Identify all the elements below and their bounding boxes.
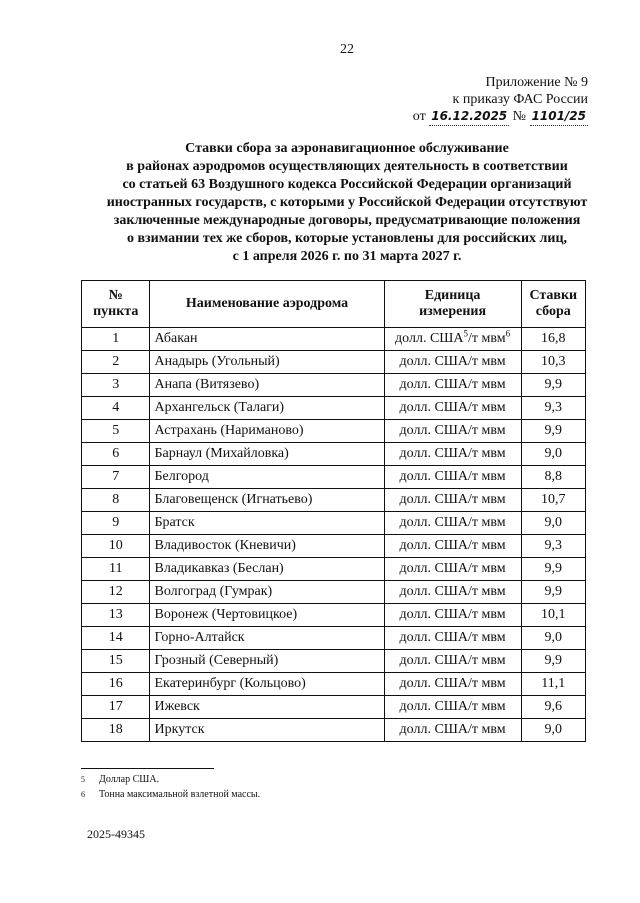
cell-rate: 9,0 (521, 443, 585, 466)
cell-unit: долл. США/т мвм (384, 466, 521, 489)
unit-mass: /т мвм (468, 331, 506, 346)
appendix-line-2: к приказу ФАС России (452, 92, 588, 107)
footnotes (81, 772, 260, 802)
cell-unit: долл. США/т мвм (384, 351, 521, 374)
cell-unit (384, 328, 521, 351)
cell-rate: 9,9 (521, 374, 585, 397)
header-rate (521, 281, 585, 328)
cell-rate: 9,3 (521, 535, 585, 558)
cell-unit: долл. США/т мвм (384, 719, 521, 742)
table-row (82, 512, 586, 535)
cell-unit: долл. США/т мвм (384, 604, 521, 627)
header-number-line-2: пункта (93, 304, 139, 319)
cell-unit: долл. США/т мвм (384, 650, 521, 673)
title-line: о взимании тех же сборов, которые установлены для российских лиц, (126, 231, 568, 246)
cell-unit: долл. США/т мвм (384, 489, 521, 512)
cell-aerodrome: Воронеж (Чертовицкое) (150, 604, 384, 627)
cell-rate: 8,8 (521, 466, 585, 489)
appendix-block (413, 74, 588, 126)
cell-rate: 9,9 (521, 420, 585, 443)
footnote-mark: 5 (81, 775, 85, 784)
title-line: иностранных государств, с которыми у Российской Федерации отсутствуют (106, 195, 588, 210)
cell-number: 15 (82, 650, 150, 673)
cell-rate: 10,7 (521, 489, 585, 512)
footnote-divider (81, 768, 214, 769)
table-row (82, 650, 586, 673)
cell-aerodrome: Ижевск (150, 696, 384, 719)
cell-number: 2 (82, 351, 150, 374)
cell-unit: долл. США/т мвм (384, 512, 521, 535)
cell-unit: долл. США/т мвм (384, 581, 521, 604)
table-row (82, 535, 586, 558)
table-row (82, 696, 586, 719)
cell-unit: долл. США/т мвм (384, 397, 521, 420)
footnote-mark: 6 (81, 790, 85, 799)
table-header-row (82, 281, 586, 328)
appendix-line-3 (413, 108, 588, 126)
appendix-line-1: Приложение № 9 (485, 75, 588, 90)
cell-number: 11 (82, 558, 150, 581)
cell-rate: 9,9 (521, 650, 585, 673)
order-date: 16.12.2025 (429, 108, 509, 126)
cell-aerodrome: Екатеринбург (Кольцово) (150, 673, 384, 696)
cell-rate: 9,3 (521, 397, 585, 420)
table-row (82, 627, 586, 650)
page-number: 22 (340, 42, 354, 57)
table-body (82, 328, 586, 742)
header-aerodrome: Наименование аэродрома (150, 281, 384, 328)
order-number: 1101/25 (530, 108, 588, 126)
document-title (60, 140, 634, 266)
title-line: заключенные международные договоры, предусматривающие положения (113, 213, 581, 228)
cell-number: 18 (82, 719, 150, 742)
footnote-text: Тонна максимальной взлетной массы. (99, 789, 261, 800)
cell-rate: 9,0 (521, 627, 585, 650)
cell-rate: 9,9 (521, 558, 585, 581)
cell-unit: долл. США/т мвм (384, 673, 521, 696)
table-row (82, 581, 586, 604)
number-label: № (512, 109, 527, 124)
table-row (82, 420, 586, 443)
footnote-ref: 6 (505, 328, 511, 339)
table-row (82, 466, 586, 489)
cell-aerodrome: Владивосток (Кневичи) (150, 535, 384, 558)
cell-aerodrome: Иркутск (150, 719, 384, 742)
cell-number: 9 (82, 512, 150, 535)
table-row (82, 374, 586, 397)
cell-number: 13 (82, 604, 150, 627)
footnote (81, 787, 260, 802)
cell-aerodrome: Архангельск (Талаги) (150, 397, 384, 420)
cell-number: 1 (82, 328, 150, 351)
header-unit-line-1: Единица (424, 288, 481, 303)
cell-aerodrome: Белгород (150, 466, 384, 489)
header-rate-line-2: сбора (535, 304, 571, 319)
cell-number: 3 (82, 374, 150, 397)
cell-unit: долл. США/т мвм (384, 420, 521, 443)
cell-number: 14 (82, 627, 150, 650)
cell-rate: 9,0 (521, 512, 585, 535)
cell-number: 4 (82, 397, 150, 420)
table-row (82, 558, 586, 581)
cell-aerodrome: Горно-Алтайск (150, 627, 384, 650)
cell-rate: 10,1 (521, 604, 585, 627)
cell-unit: долл. США/т мвм (384, 558, 521, 581)
cell-aerodrome: Анапа (Витязево) (150, 374, 384, 397)
cell-rate: 10,3 (521, 351, 585, 374)
document-code: 2025-49345 (87, 827, 145, 841)
cell-aerodrome: Астрахань (Нариманово) (150, 420, 384, 443)
cell-aerodrome: Благовещенск (Игнатьево) (150, 489, 384, 512)
cell-unit: долл. США/т мвм (384, 443, 521, 466)
title-line: в районах аэродромов осуществляющих деятельность в соответствии (126, 159, 568, 174)
cell-number: 10 (82, 535, 150, 558)
footnote-ref: 5 (463, 328, 469, 339)
table-row (82, 673, 586, 696)
unit-currency: долл. США (395, 331, 464, 346)
title-line: Ставки сбора за аэронавигационное обслуживание (185, 141, 509, 156)
cell-number: 6 (82, 443, 150, 466)
table-row (82, 328, 586, 351)
cell-number: 7 (82, 466, 150, 489)
cell-unit: долл. США/т мвм (384, 627, 521, 650)
cell-aerodrome: Волгоград (Гумрак) (150, 581, 384, 604)
header-unit-line-2: измерения (419, 304, 487, 319)
cell-aerodrome: Братск (150, 512, 384, 535)
cell-number: 12 (82, 581, 150, 604)
cell-aerodrome: Грозный (Северный) (150, 650, 384, 673)
cell-aerodrome: Владикавказ (Беслан) (150, 558, 384, 581)
header-number-line-1: № (108, 288, 123, 303)
cell-aerodrome: Барнаул (Михайловка) (150, 443, 384, 466)
header-unit (384, 281, 521, 328)
cell-aerodrome: Абакан (150, 328, 384, 351)
cell-number: 5 (82, 420, 150, 443)
cell-aerodrome: Анадырь (Угольный) (150, 351, 384, 374)
cell-rate: 9,0 (521, 719, 585, 742)
table-row (82, 604, 586, 627)
table-row (82, 443, 586, 466)
header-rate-line-1: Ставки (529, 288, 578, 303)
rates-table (81, 280, 586, 742)
cell-rate: 9,9 (521, 581, 585, 604)
cell-unit: долл. США/т мвм (384, 374, 521, 397)
footnote (81, 772, 260, 787)
header-number (82, 281, 150, 328)
cell-rate: 9,6 (521, 696, 585, 719)
from-label: от (412, 109, 426, 124)
cell-number: 16 (82, 673, 150, 696)
title-line: с 1 апреля 2026 г. по 31 марта 2027 г. (232, 249, 462, 264)
cell-rate: 16,8 (521, 328, 585, 351)
table-row (82, 489, 586, 512)
cell-number: 8 (82, 489, 150, 512)
table-row (82, 351, 586, 374)
footnote-text: Доллар США. (99, 774, 160, 785)
cell-unit: долл. США/т мвм (384, 535, 521, 558)
cell-number: 17 (82, 696, 150, 719)
table-row (82, 719, 586, 742)
table-row (82, 397, 586, 420)
title-line: со статьей 63 Воздушного кодекса Российской Федерации организаций (122, 177, 572, 192)
cell-unit: долл. США/т мвм (384, 696, 521, 719)
cell-rate: 11,1 (521, 673, 585, 696)
